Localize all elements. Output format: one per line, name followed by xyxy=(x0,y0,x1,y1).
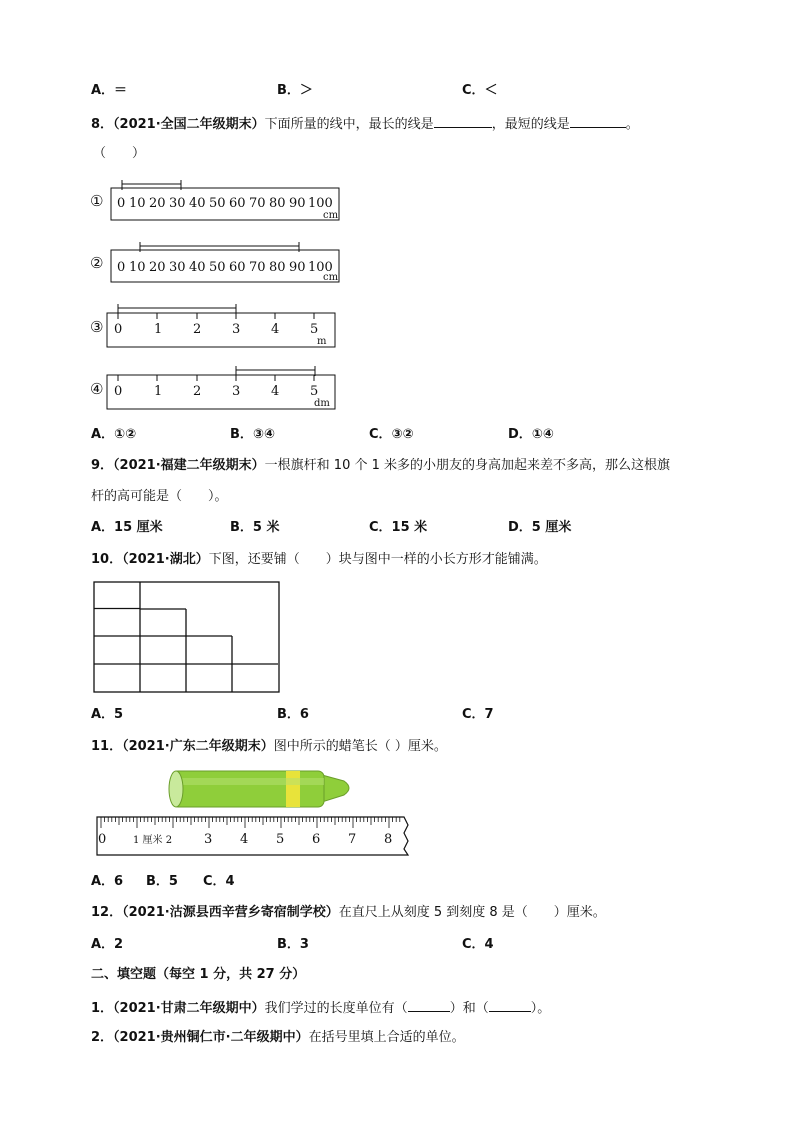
ruler-4-figure xyxy=(88,364,348,414)
tick-label: 0 xyxy=(117,196,126,211)
crayon-band xyxy=(286,771,300,807)
crayon-ruler-figure xyxy=(94,765,414,861)
crayon-body xyxy=(172,771,324,807)
question-text: 下面所量的线中，最长的线是 xyxy=(264,117,434,132)
question-text: 。 xyxy=(625,117,639,132)
question-text: ）。 xyxy=(530,1001,551,1016)
question-number: 9． xyxy=(91,458,114,473)
ruler-body xyxy=(107,313,335,347)
q8-option-c: C．③② xyxy=(369,427,414,442)
question-number: 11． xyxy=(91,739,123,754)
question-number: 1． xyxy=(91,1001,114,1016)
section-title: 二、填空题（每空 1 分，共 27 分） xyxy=(91,967,306,982)
question-number: 10． xyxy=(91,552,123,567)
tick-label: 100 xyxy=(308,260,333,275)
q8-option-d: D．①④ xyxy=(508,427,554,442)
fill-q2 xyxy=(91,1029,465,1047)
ruler-label: 1 厘米 2 xyxy=(133,835,173,846)
q10-question xyxy=(91,551,547,569)
tick-label: 10 xyxy=(129,260,146,275)
tick-label: 0 xyxy=(117,260,126,275)
tick-label: 80 xyxy=(269,260,286,275)
tick-label: 5 xyxy=(310,384,319,399)
question-number: 2． xyxy=(91,1030,114,1045)
crayon xyxy=(169,771,349,807)
tick-label: 80 xyxy=(269,196,286,211)
ruler-label: 5 xyxy=(276,832,285,847)
q12-question xyxy=(91,904,606,922)
tick-label: 70 xyxy=(249,260,266,275)
ruler-label: 8 xyxy=(384,832,393,847)
question-text: 在直尺上从刻度 5 到刻度 8 是（ ）厘米。 xyxy=(338,905,606,920)
question-text: ）和（ xyxy=(449,1001,489,1016)
unit-label: cm xyxy=(323,210,339,221)
answer-blank[interactable] xyxy=(434,114,492,128)
q10-option-a: A．5 xyxy=(91,707,124,722)
q9-option-c: C．15 米 xyxy=(369,520,428,535)
tick-label: 20 xyxy=(149,196,166,211)
ruler-label: 3 xyxy=(204,832,213,847)
answer-blank[interactable] xyxy=(408,998,450,1012)
tick-label: 30 xyxy=(169,196,186,211)
unit-label: m xyxy=(317,336,327,347)
q10-option-b: B．6 xyxy=(277,707,309,722)
q11-option-a: A．6 xyxy=(91,874,124,889)
unit-label: cm xyxy=(323,272,339,283)
question-source: （2021·福建二年级期末） xyxy=(113,458,265,473)
q9-question-line2: 杆的高可能是（ ）。 xyxy=(91,489,228,504)
answer-blank[interactable] xyxy=(570,114,626,128)
fill-q1 xyxy=(91,998,550,1018)
tick-label: 4 xyxy=(271,384,280,399)
ruler-label: 0 xyxy=(98,832,107,847)
tick-label: 1 xyxy=(154,322,163,337)
question-source: （2021·甘肃二年级期中） xyxy=(113,1001,265,1016)
tick-label: 0 xyxy=(114,384,123,399)
question-number: 12． xyxy=(91,905,123,920)
question-text: 一根旗杆和 10 个 1 米多的小朋友的身高加起来差不多高，那么这根旗 xyxy=(264,458,671,473)
tick-label: 40 xyxy=(189,196,206,211)
question-source: （2021·湖北） xyxy=(122,552,209,567)
tiling-grid-figure xyxy=(93,581,281,693)
ruler-label: 4 xyxy=(240,832,249,847)
tick-label: 90 xyxy=(289,196,306,211)
q9-option-b: B．5 米 xyxy=(230,520,280,535)
q8-answer-paren: （ ） xyxy=(93,146,146,161)
q12-option-a: A．2 xyxy=(91,937,124,952)
tick-label: 60 xyxy=(229,196,246,211)
tick-label: 60 xyxy=(229,260,246,275)
tick-label: 5 xyxy=(310,322,319,337)
ruler-1-figure xyxy=(88,178,348,224)
ruler-3-figure xyxy=(88,302,348,352)
tick-label: 30 xyxy=(169,260,186,275)
tick-label: 4 xyxy=(271,322,280,337)
question-source: （2021·沽源县西辛营乡寄宿制学校） xyxy=(122,905,339,920)
question-source: （2021·贵州铜仁市·二年级期中） xyxy=(113,1030,309,1045)
q8-option-a: A．①② xyxy=(91,427,137,442)
question-text: 图中所示的蜡笔长（ ）厘米。 xyxy=(273,739,447,754)
question-text: 在括号里填上合适的单位。 xyxy=(308,1030,465,1045)
q11-question xyxy=(91,738,447,756)
ruler-mark: ① xyxy=(90,192,104,210)
question-number: 8． xyxy=(91,117,114,132)
tick-label: 20 xyxy=(149,260,166,275)
tick-label: 90 xyxy=(289,260,306,275)
question-source: （2021·广东二年级期末） xyxy=(122,739,274,754)
q9-option-a: A．15 厘米 xyxy=(91,520,163,535)
ruler-label: 6 xyxy=(312,832,321,847)
tick-label: 70 xyxy=(249,196,266,211)
q8-question xyxy=(91,114,639,134)
tick-label: 3 xyxy=(232,322,241,337)
answer-blank[interactable] xyxy=(489,998,531,1012)
ruler-mark: ② xyxy=(90,254,104,272)
crayon-end xyxy=(169,771,183,807)
q9-option-d: D．5 厘米 xyxy=(508,520,572,535)
q12-option-b: B．3 xyxy=(277,937,309,952)
tick-label: 50 xyxy=(209,260,226,275)
q7-option-a: A．＝ xyxy=(91,83,128,98)
question-text: 我们学过的长度单位有（ xyxy=(264,1001,408,1016)
ruler-2-figure xyxy=(88,240,348,286)
ruler-mark: ③ xyxy=(90,318,104,336)
tick-label: 50 xyxy=(209,196,226,211)
crayon-tip xyxy=(322,775,349,802)
q7-option-c: C．＜ xyxy=(462,83,498,98)
q11-option-c: C．4 xyxy=(203,874,235,889)
ruler-mark: ④ xyxy=(90,380,104,398)
tick-label: 2 xyxy=(193,384,202,399)
tick-label: 3 xyxy=(232,384,241,399)
q7-option-b: B．＞ xyxy=(277,83,313,98)
unit-label: dm xyxy=(314,398,330,409)
tick-label: 2 xyxy=(193,322,202,337)
q10-option-c: C．7 xyxy=(462,707,494,722)
tick-label: 1 xyxy=(154,384,163,399)
tick-label: 100 xyxy=(308,196,333,211)
q9-question xyxy=(91,457,670,475)
q8-option-b: B．③④ xyxy=(230,427,275,442)
q12-option-c: C．4 xyxy=(462,937,494,952)
tick-label: 40 xyxy=(189,260,206,275)
question-text: 下图，还要铺（ ）块与图中一样的小长方形才能铺满。 xyxy=(208,552,547,567)
question-source: （2021·全国二年级期末） xyxy=(113,117,265,132)
tick-label: 10 xyxy=(129,196,146,211)
ruler-body xyxy=(107,375,335,409)
question-text: ，最短的线是 xyxy=(491,117,570,132)
tick-label: 0 xyxy=(114,322,123,337)
q11-option-b: B．5 xyxy=(146,874,178,889)
ruler-label: 7 xyxy=(348,832,357,847)
